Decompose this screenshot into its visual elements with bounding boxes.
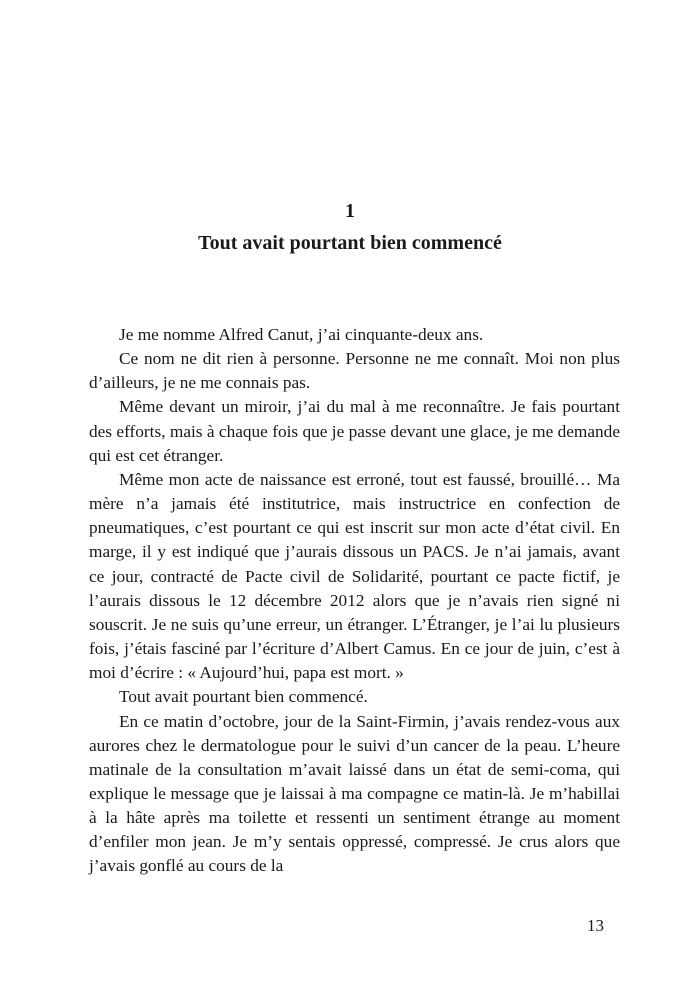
paragraph: Je me nomme Alfred Canut, j’ai cinquante-deux ans. (119, 325, 484, 344)
chapter-number: 1 (345, 200, 355, 222)
page-number: 13 (587, 916, 604, 935)
paragraph: En ce matin d’octobre, jour de la Saint-Firmin, j’avais rendez-vous aux aurores chez le dermatologue pour le suivi d’un cancer de la peau. L’heure matinale de la consultation m’avait laissé dans un état de semi-coma, qui explique le message que je laissai à ma compagne ce matin-là. Je m’habillai à la hâte après ma toilette et ressenti un sentiment étrange au moment d’enfiler mon jean. Je m’y sentais oppressé, compressé. Je crus alors que j’avais gonflé au cours de la (89, 711, 620, 876)
body-text (89, 323, 620, 879)
paragraph: Ce nom ne dit rien à personne. Personne ne me connaît. Moi non plus d’ailleurs, je ne me connais pas. (89, 349, 620, 393)
paragraph: Même mon acte de naissance est erroné, tout est faussé, brouillé… Ma mère n’a jamais été institutrice, mais instructrice en confection de pneumatiques, c’est pourtant ce qui est inscrit sur mon acte d’état civil. En marge, il y est indiqué que j’aurais dissous un PACS. Je n’ai jamais, avant ce jour, contracté de Pacte civil de Solidarité, pourtant ce pacte fictif, je l’aurais dissous le 12 décembre 2012 alors que je n’avais rien signé ni souscrit. Je ne suis qu’une erreur, un étranger. L’Étranger, je l’ai lu plusieurs fois, j’étais fasciné par l’écriture d’Albert Camus. En ce jour de juin, c’est à moi d’écrire : « Aujourd’hui, papa est mort. » (89, 469, 620, 683)
chapter-title: Tout avait pourtant bien commencé (198, 232, 502, 254)
paragraph: Tout avait pourtant bien commencé. (119, 687, 368, 707)
paragraph: Même devant un miroir, j’ai du mal à me reconnaître. Je fais pourtant des efforts, mais à chaque fois que je passe devant une glace, je me demande qui est cet étranger. (89, 397, 620, 465)
